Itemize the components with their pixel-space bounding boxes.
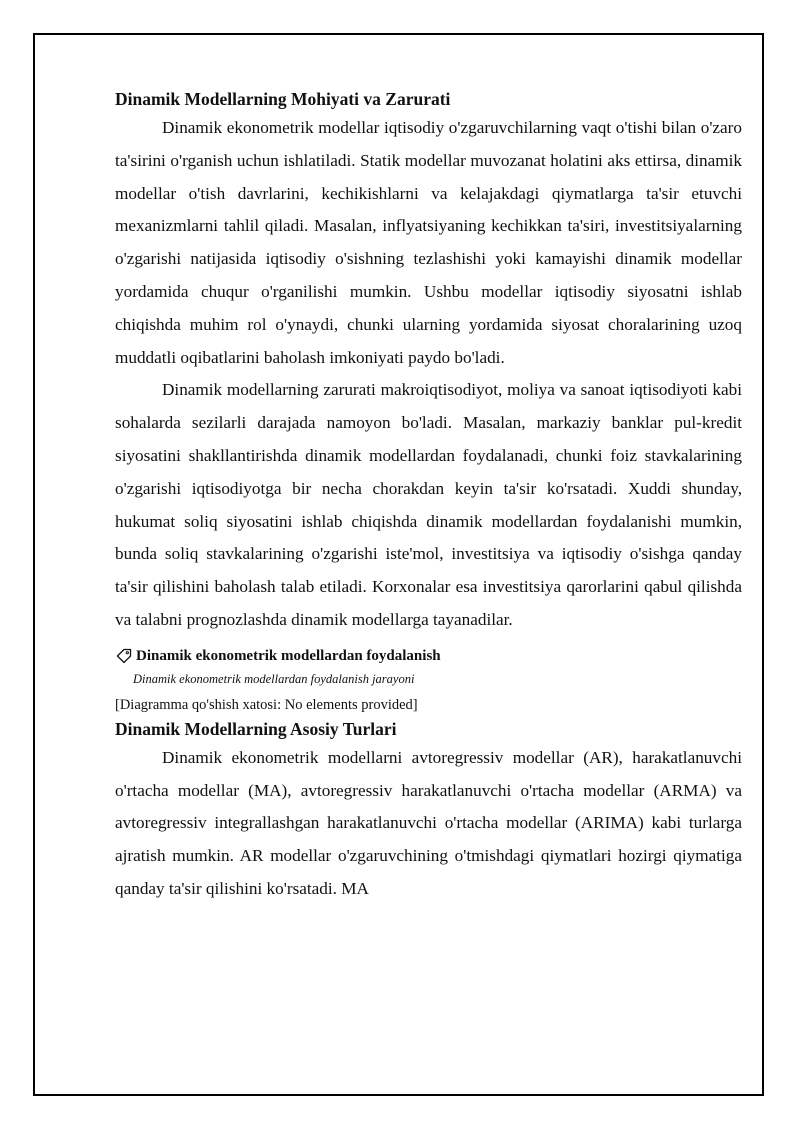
diagram-title: Dinamik ekonometrik modellardan foydalanish <box>136 647 441 664</box>
diagram-placeholder <box>115 645 742 716</box>
body-paragraph: Dinamik ekonometrik modellarni avtoregressiv modellar (AR), harakatlanuvchi o'rtacha modellar (MA), avtoregressiv harakatlanuvchi o'rtacha modellar (ARMA) va avtoregressiv integrallashgan harakatlanuvchi o'rtacha modellar (ARIMA) kabi turlarga ajratish mumkin. AR modellar o'zgaruvchining o'tmishdagi qiymatlari hozirgi qiymatiga qanday ta'sir qilishini ko'rsatadi. MA <box>115 747 742 898</box>
document-content <box>115 86 742 906</box>
diagram-error-message: [Diagramma qo'shish xatosi: No elements provided] <box>115 696 418 713</box>
diagram-subtitle: Dinamik ekonometrik modellardan foydalanish jarayoni <box>133 671 415 686</box>
section-heading: Dinamik Modellarning Mohiyati va Zarurati <box>115 89 451 109</box>
body-paragraph: Dinamik ekonometrik modellar iqtisodiy o'zgaruvchilarning vaqt o'tishi bilan o'zaro ta'sirini o'rganish uchun ishlatiladi. Statik modellar muvozanat holatini aks ettirsa, dinamik modellar o'tish davrlarini, kechikishlarni va kelajakdagi qiymatlarga ta'sir etuvchi mexanizmlarni tahlil qiladi. Masalan, inflyatsiyaning kechikkan ta'siri, investitsiyalarning o'zgarishi natijasida iqtisodiy o'sishning tezlashishi yoki kamayishi dinamik modellar yordamida chuqur o'rganilishi mumkin. Ushbu modellar iqtisodiy siyosatni ishlab chiqishda muhim rol o'ynaydi, chunki ularning yordamida siyosat choralarining uzoq muddatli oqibatlarini baholash imkoniyati paydo bo'ladi. <box>115 118 742 367</box>
body-paragraph: Dinamik modellarning zarurati makroiqtisodiyot, moliya va sanoat iqtisodiyoti kabi sohalarda sezilarli darajada namoyon bo'ladi. Masalan, markaziy banklar pul-kredit siyosatini shakllantirishda dinamik modellardan foydalanadi, chunki foiz stavkalarining o'zgarishi iqtisodiyotga bir necha chorakdan keyin ta'sir ko'rsatadi. Xuddi shunday, hukumat soliq siyosatini ishlab chiqishda dinamik modellardan foydalanishi mumkin, bunda soliq stavkalarining o'zgarishi iste'mol, investitsiya va iqtisodiy o'sishga qanday ta'sir qilishini baholash talab etiladi. Korxonalar esa investitsiya qarorlarini qabul qilishda va talabni prognozlashda dinamik modellarga tayanadilar. <box>115 380 742 629</box>
tag-icon <box>116 648 132 664</box>
diagram-title-row <box>115 645 742 667</box>
section-heading: Dinamik Modellarning Asosiy Turlari <box>115 718 397 739</box>
